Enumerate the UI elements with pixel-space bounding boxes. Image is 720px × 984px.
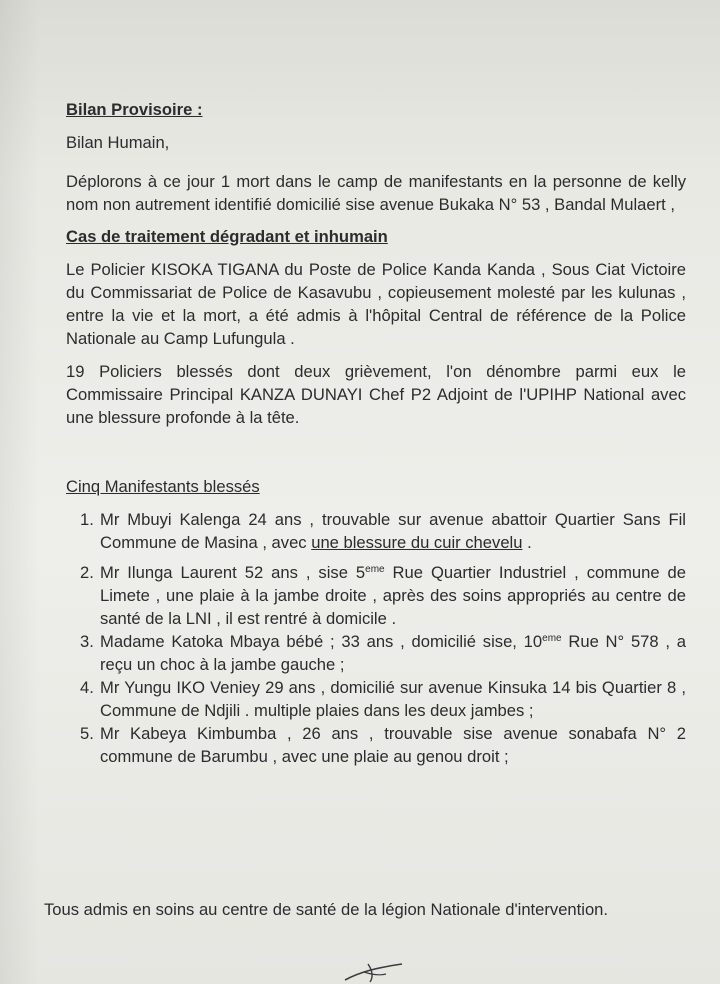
paragraph-policier: Le Policier KISOKA TIGANA du Poste de Police Kanda Kanda , Sous Ciat Victoire du Commissariat de Police de Kasavubu , copieusement molesté par les kulunas , entre la vie et la mort, a été admis à l'hôpital Central de référence de la Police Nationale au Camp Lufungula . [66,260,686,348]
list-item-text: Mr Ilunga Laurent 52 ans , sise 5 [100,563,366,582]
list-item [66,508,686,554]
list-item-number: 2. [80,563,94,582]
list-item [66,630,686,676]
list-item-number: 3. [80,632,94,651]
document-subtitle: Bilan Humain, [66,133,170,152]
list-item-text: Mr Yungu IKO Veniey 29 ans , domicilié sur avenue Kinsuka 14 bis Quartier 8 , Commune de Ndjili . multiple plaies dans les deux jambes ; [100,678,686,720]
list-item-number: 4. [80,678,94,697]
list-item-text-end: . [522,533,532,552]
list-item-text-end: Rue N° 578 , a reçu un choc à la jambe gauche ; [100,632,686,674]
list-item-text: Mr Kabeya Kimbumba , 26 ans , trouvable sise avenue sonabafa N° 2 commune de Barumbu , avec une plaie au genou droit ; [100,724,686,766]
closing-paragraph: Tous admis en soins au centre de santé de la légion Nationale d'intervention. [44,900,609,919]
list-item-number: 1. [80,510,94,529]
document-title: Bilan Provisoire : [66,100,203,119]
list-item [66,722,686,768]
list-item-number: 5. [80,724,94,743]
section-title: Cas de traitement dégradant et inhumain [66,227,388,246]
list-item-text: Madame Katoka Mbaya bébé ; 33 ans , domicilié sise, 10 [100,632,543,651]
list-item-superscript: eme [365,564,385,575]
signature-mark [340,954,420,984]
list-item [66,561,686,630]
list-item-underlined: une blessure du cuir chevelu [311,533,523,552]
paragraph-death: Déplorons à ce jour 1 mort dans le camp de manifestants en la personne de kelly nom non autrement identifié domicilié sise avenue Bukaka N° 53 , Bandal Mulaert , [66,172,686,214]
list-title: Cinq Manifestants blessés [66,477,260,496]
page-shadow [0,0,40,984]
list-item-text: Mr Mbuyi Kalenga 24 ans , trouvable sur avenue abattoir Quartier Sans Fil Commune de Masina , avec [100,510,686,552]
document-body [66,98,686,778]
list-item-superscript: eme [542,633,562,644]
paragraph-blesses: 19 Policiers blessés dont deux grièvement, l'on dénombre parmi eux le Commissaire Principal KANZA DUNAYI Chef P2 Adjoint de l'UPIHP National avec une blessure profonde à la tête. [66,362,686,427]
list-item-text-end: Rue Quartier Industriel , commune de Limete , une plaie à la jambe droite , après des soins appropriés au centre de santé de la LNI , il est rentré à domicile . [100,563,686,628]
injured-list [66,508,686,768]
list-item [66,676,686,722]
